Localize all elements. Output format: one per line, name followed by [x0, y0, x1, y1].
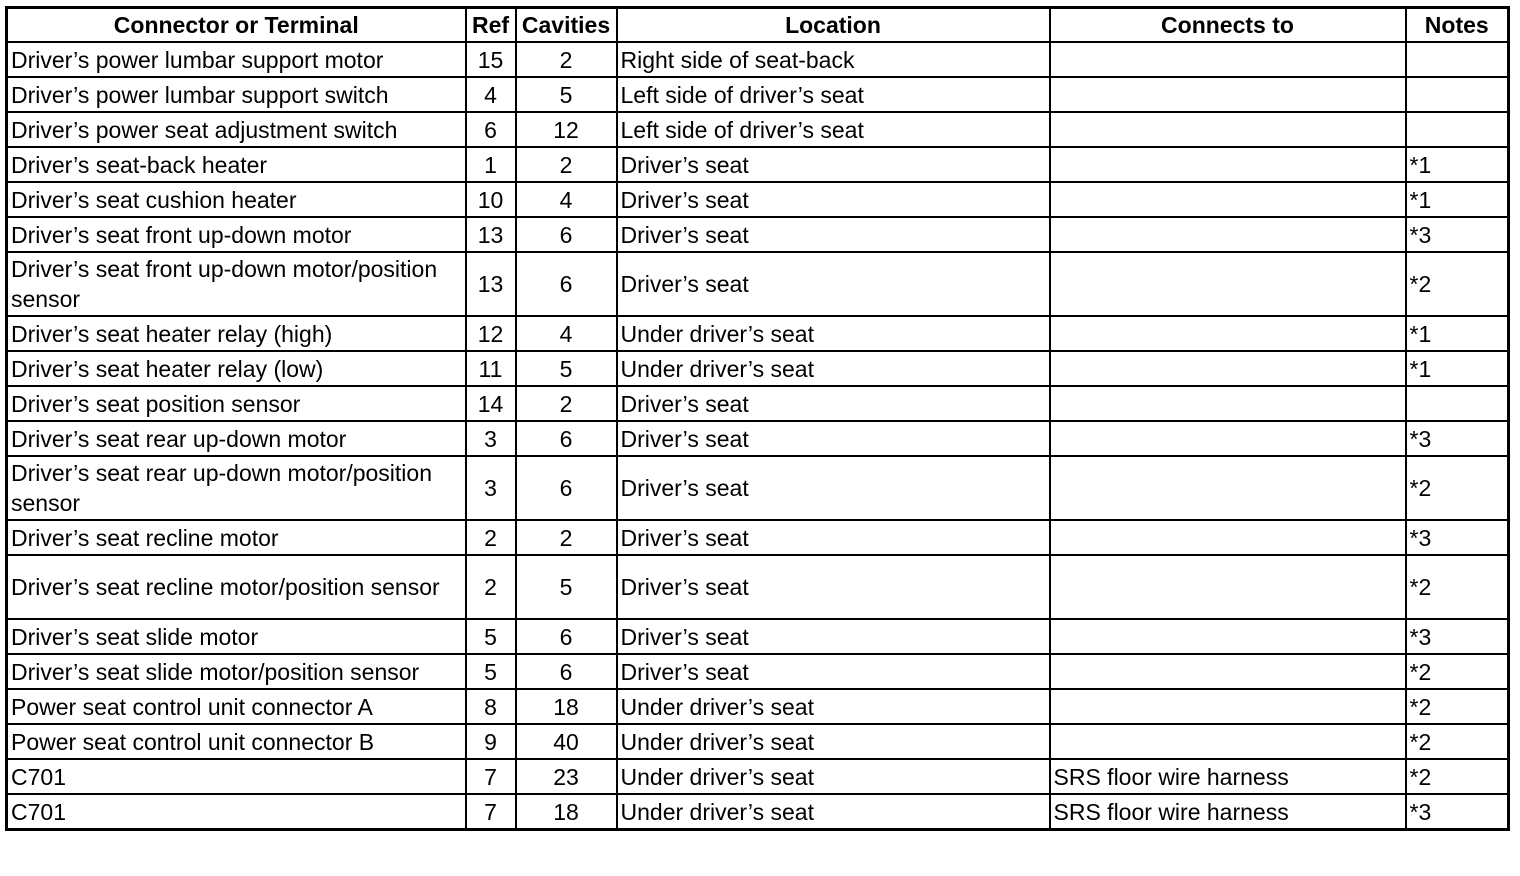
cell-location: Driver’s seat: [617, 147, 1050, 182]
cell-connects-to: [1050, 421, 1406, 456]
cell-cavities: 40: [516, 724, 617, 759]
cell-connector: Driver’s seat-back heater: [7, 147, 466, 182]
cell-notes: [1406, 112, 1509, 147]
cell-cavities: 5: [516, 555, 617, 619]
header-cavities: Cavities: [516, 8, 617, 43]
table-row: [7, 724, 1509, 759]
cell-ref: 3: [466, 421, 516, 456]
cell-connector: Driver’s seat slide motor: [7, 619, 466, 654]
cell-location: Under driver’s seat: [617, 724, 1050, 759]
cell-connector: Driver’s power lumbar support motor: [7, 42, 466, 77]
cell-notes: *3: [1406, 619, 1509, 654]
cell-location: Under driver’s seat: [617, 759, 1050, 794]
cell-cavities: 6: [516, 252, 617, 316]
cell-connector: Power seat control unit connector A: [7, 689, 466, 724]
cell-ref: 2: [466, 520, 516, 555]
cell-location: Left side of driver’s seat: [617, 77, 1050, 112]
cell-connects-to: [1050, 386, 1406, 421]
header-row: [7, 8, 1509, 43]
cell-connector: Power seat control unit connector B: [7, 724, 466, 759]
cell-cavities: 4: [516, 316, 617, 351]
header-ref: Ref: [466, 8, 516, 43]
cell-ref: 1: [466, 147, 516, 182]
cell-ref: 15: [466, 42, 516, 77]
cell-location: Driver’s seat: [617, 555, 1050, 619]
cell-connects-to: [1050, 351, 1406, 386]
table-row: [7, 182, 1509, 217]
cell-connects-to: SRS floor wire harness: [1050, 794, 1406, 830]
header-notes: Notes: [1406, 8, 1509, 43]
table-row: [7, 759, 1509, 794]
cell-location: Driver’s seat: [617, 421, 1050, 456]
cell-connects-to: [1050, 112, 1406, 147]
table-row: [7, 351, 1509, 386]
cell-notes: [1406, 386, 1509, 421]
cell-location: Under driver’s seat: [617, 316, 1050, 351]
cell-cavities: 2: [516, 520, 617, 555]
cell-location: Under driver’s seat: [617, 351, 1050, 386]
cell-connects-to: [1050, 252, 1406, 316]
cell-connects-to: [1050, 42, 1406, 77]
cell-connects-to: [1050, 555, 1406, 619]
table-row: [7, 555, 1509, 619]
cell-ref: 14: [466, 386, 516, 421]
cell-location: Driver’s seat: [617, 252, 1050, 316]
cell-cavities: 6: [516, 619, 617, 654]
cell-cavities: 12: [516, 112, 617, 147]
cell-connector: Driver’s seat position sensor: [7, 386, 466, 421]
cell-location: Driver’s seat: [617, 619, 1050, 654]
connector-table: [5, 6, 1510, 831]
cell-connects-to: [1050, 217, 1406, 252]
cell-ref: 13: [466, 217, 516, 252]
table-header: [7, 8, 1509, 43]
cell-cavities: 2: [516, 147, 617, 182]
header-connects-to: Connects to: [1050, 8, 1406, 43]
table-row: [7, 520, 1509, 555]
cell-ref: 5: [466, 619, 516, 654]
cell-notes: [1406, 77, 1509, 112]
cell-cavities: 5: [516, 351, 617, 386]
cell-connector: C701: [7, 794, 466, 830]
cell-cavities: 6: [516, 456, 617, 520]
cell-ref: 5: [466, 654, 516, 689]
table-row: [7, 77, 1509, 112]
cell-connects-to: [1050, 520, 1406, 555]
header-connector: Connector or Terminal: [7, 8, 466, 43]
cell-ref: 11: [466, 351, 516, 386]
table-row: [7, 316, 1509, 351]
cell-notes: *2: [1406, 724, 1509, 759]
cell-notes: *2: [1406, 654, 1509, 689]
header-location: Location: [617, 8, 1050, 43]
cell-ref: 4: [466, 77, 516, 112]
cell-location: Under driver’s seat: [617, 794, 1050, 830]
table-row: [7, 689, 1509, 724]
cell-notes: [1406, 42, 1509, 77]
cell-connector: C701: [7, 759, 466, 794]
cell-connector: Driver’s seat heater relay (high): [7, 316, 466, 351]
cell-cavities: 6: [516, 421, 617, 456]
table-row: [7, 421, 1509, 456]
cell-connects-to: SRS floor wire harness: [1050, 759, 1406, 794]
cell-cavities: 6: [516, 654, 617, 689]
cell-location: Driver’s seat: [617, 217, 1050, 252]
cell-connector: Driver’s seat front up-down motor/position sensor: [7, 252, 466, 316]
cell-location: Left side of driver’s seat: [617, 112, 1050, 147]
cell-location: Driver’s seat: [617, 654, 1050, 689]
cell-notes: *1: [1406, 351, 1509, 386]
cell-location: Driver’s seat: [617, 386, 1050, 421]
cell-ref: 6: [466, 112, 516, 147]
cell-cavities: 2: [516, 42, 617, 77]
cell-ref: 7: [466, 759, 516, 794]
cell-connects-to: [1050, 654, 1406, 689]
cell-connects-to: [1050, 77, 1406, 112]
cell-notes: *2: [1406, 252, 1509, 316]
table-row: [7, 42, 1509, 77]
cell-notes: *3: [1406, 217, 1509, 252]
table-row: [7, 217, 1509, 252]
cell-connector: Driver’s seat recline motor/position sensor: [7, 555, 466, 619]
cell-connector: Driver’s seat slide motor/position sensor: [7, 654, 466, 689]
cell-location: Right side of seat-back: [617, 42, 1050, 77]
cell-connects-to: [1050, 689, 1406, 724]
cell-connector: Driver’s seat recline motor: [7, 520, 466, 555]
cell-connects-to: [1050, 147, 1406, 182]
cell-cavities: 6: [516, 217, 617, 252]
table-row: [7, 456, 1509, 520]
cell-notes: *2: [1406, 759, 1509, 794]
table-row: [7, 386, 1509, 421]
cell-connector: Driver’s seat cushion heater: [7, 182, 466, 217]
cell-connector: Driver’s seat rear up-down motor/position sensor: [7, 456, 466, 520]
cell-ref: 2: [466, 555, 516, 619]
cell-ref: 9: [466, 724, 516, 759]
table-body: [7, 42, 1509, 830]
cell-notes: *2: [1406, 689, 1509, 724]
table-row: [7, 654, 1509, 689]
cell-notes: *2: [1406, 555, 1509, 619]
cell-cavities: 18: [516, 794, 617, 830]
cell-connects-to: [1050, 456, 1406, 520]
cell-notes: *3: [1406, 794, 1509, 830]
cell-connects-to: [1050, 724, 1406, 759]
cell-connector: Driver’s seat front up-down motor: [7, 217, 466, 252]
cell-cavities: 4: [516, 182, 617, 217]
cell-connects-to: [1050, 316, 1406, 351]
cell-ref: 3: [466, 456, 516, 520]
cell-cavities: 5: [516, 77, 617, 112]
cell-notes: *3: [1406, 520, 1509, 555]
cell-ref: 10: [466, 182, 516, 217]
cell-ref: 8: [466, 689, 516, 724]
cell-connector: Driver’s seat heater relay (low): [7, 351, 466, 386]
cell-location: Driver’s seat: [617, 520, 1050, 555]
table-row: [7, 252, 1509, 316]
cell-cavities: 18: [516, 689, 617, 724]
cell-connects-to: [1050, 182, 1406, 217]
cell-location: Driver’s seat: [617, 456, 1050, 520]
cell-connects-to: [1050, 619, 1406, 654]
table-row: [7, 112, 1509, 147]
cell-notes: *3: [1406, 421, 1509, 456]
table-row: [7, 619, 1509, 654]
cell-cavities: 23: [516, 759, 617, 794]
cell-location: Under driver’s seat: [617, 689, 1050, 724]
table-row: [7, 147, 1509, 182]
cell-ref: 12: [466, 316, 516, 351]
cell-connector: Driver’s power lumbar support switch: [7, 77, 466, 112]
cell-cavities: 2: [516, 386, 617, 421]
table-row: [7, 794, 1509, 830]
cell-notes: *1: [1406, 316, 1509, 351]
cell-location: Driver’s seat: [617, 182, 1050, 217]
cell-connector: Driver’s seat rear up-down motor: [7, 421, 466, 456]
cell-notes: *2: [1406, 456, 1509, 520]
cell-ref: 13: [466, 252, 516, 316]
cell-notes: *1: [1406, 182, 1509, 217]
cell-notes: *1: [1406, 147, 1509, 182]
cell-ref: 7: [466, 794, 516, 830]
cell-connector: Driver’s power seat adjustment switch: [7, 112, 466, 147]
